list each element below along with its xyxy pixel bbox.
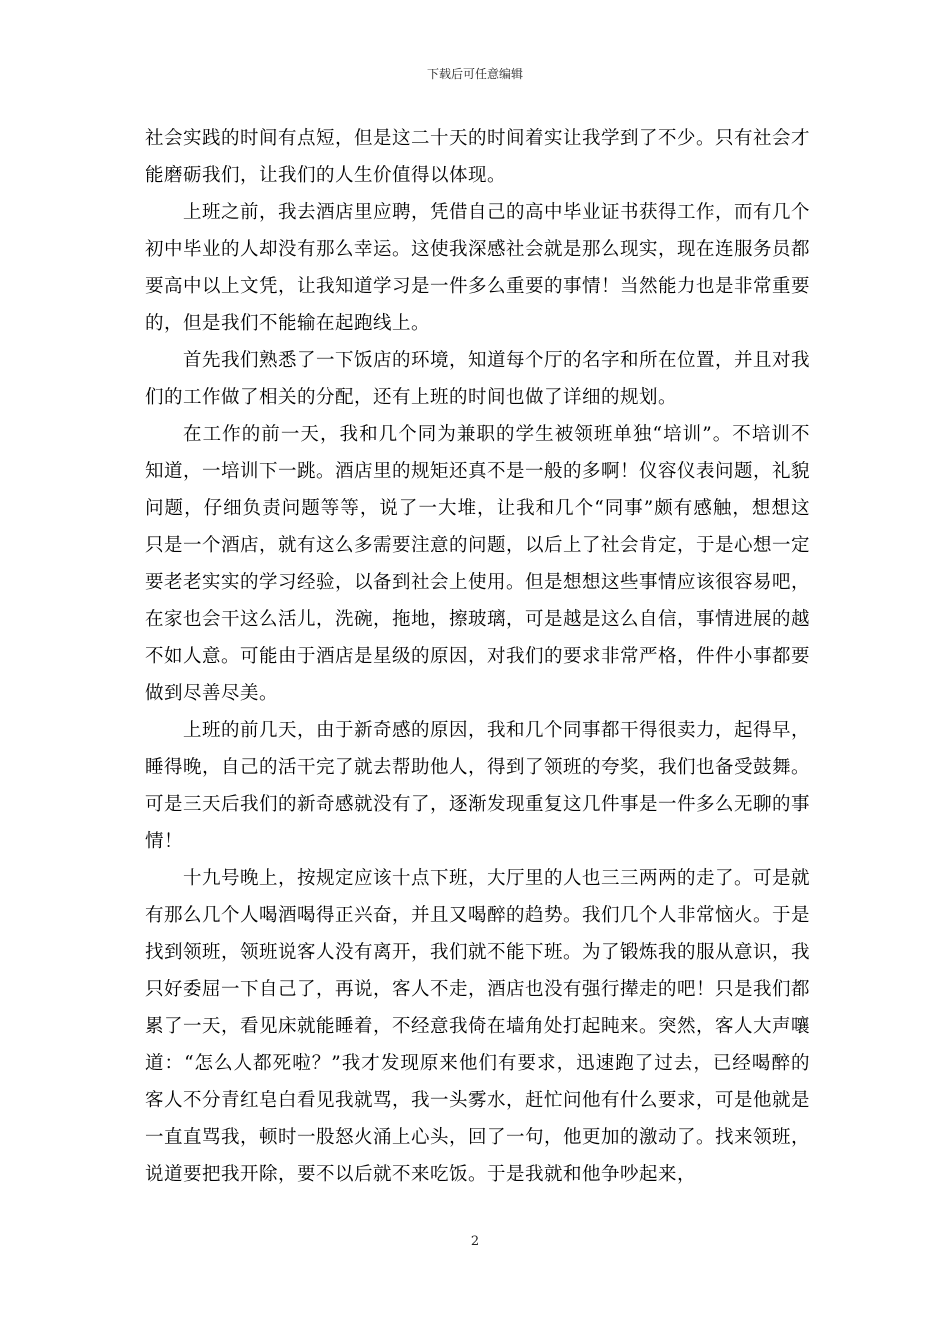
paragraph-4: 在工作的前一天，我和几个同为兼职的学生被领班单独“培训”。不培训不知道，一培训下一跳。酒店里的规矩还真不是一般的多啊！仪容仪表问题，礼貌问题，仔细负责问题等等，说了一大堆，让我和几个“同事”颇有感触，想想这只是一个酒店，就有这么多需要注意的问题，以后上了社会肯定，于是心想一定要老老实实的学习经验，以备到社会上使用。但是想想这些事情应该很容易吧，在家也会干这么活儿，洗碗，拖地，擦玻璃，可是越是这么自信，事情进展的越不如人意。可能由于酒店是星级的原因，对我们的要求非常严格，件件小事都要做到尽善尽美。 <box>145 424 811 704</box>
paragraph-6: 十九号晚上，按规定应该十点下班，大厅里的人也三三两两的走了。可是就有那么几个人喝酒喝得正兴奋，并且又喝醉的趋势。我们几个人非常恼火。于是找到领班，领班说客人没有离开，我们就不能下班。为了锻炼我的服从意识，我只好委屈一下自己了，再说，客人不走，酒店也没有强行撵走的吧！只是我们都累了一天，看见床就能睡着，不经意我倚在墙角处打起盹来。突然，客人大声嚷道：“怎么人都死啦？”我才发现原来他们有要求，迅速跑了过去，已经喝醉的客人不分青红皂白看见我就骂，我一头雾水，赶忙问他有什么要求，可是他就是一直直骂我，顿时一股怒火涌上心头，回了一句，他更加的激动了。找来领班，说道要把我开除，要不以后就不来吃饭。于是我就和他争吵起来， <box>145 868 811 1185</box>
paragraph-3: 首先我们熟悉了一下饭店的环境，知道每个厅的名字和所在位置，并且对我们的工作做了相关的分配，还有上班的时间也做了详细的规划。 <box>145 350 811 408</box>
page-number: 2 <box>470 1234 480 1249</box>
paragraph-5: 上班的前几天，由于新奇感的原因，我和几个同事都干得很卖力，起得早，睡得晚，自己的活干完了就去帮助他人，得到了领班的夸奖，我们也备受鼓舞。可是三天后我们的新奇感就没有了，逐渐发现重复这几件事是一件多么无聊的事情！ <box>145 720 811 852</box>
page-header: 下载后可任意编辑 <box>426 67 523 81</box>
document-body <box>145 120 810 1193</box>
paragraph-2: 上班之前，我去酒店里应聘，凭借自己的高中毕业证书获得工作，而有几个初中毕业的人却没有那么幸运。这使我深感社会就是那么现实，现在连服务员都要高中以上文凭，让我知道学习是一件多么重要的事情！当然能力也是非常重要的，但是我们不能输在起跑线上。 <box>145 202 811 334</box>
paragraph-1: 社会实践的时间有点短，但是这二十天的时间着实让我学到了不少。只有社会才能磨砺我们，让我们的人生价值得以体现。 <box>145 128 811 186</box>
